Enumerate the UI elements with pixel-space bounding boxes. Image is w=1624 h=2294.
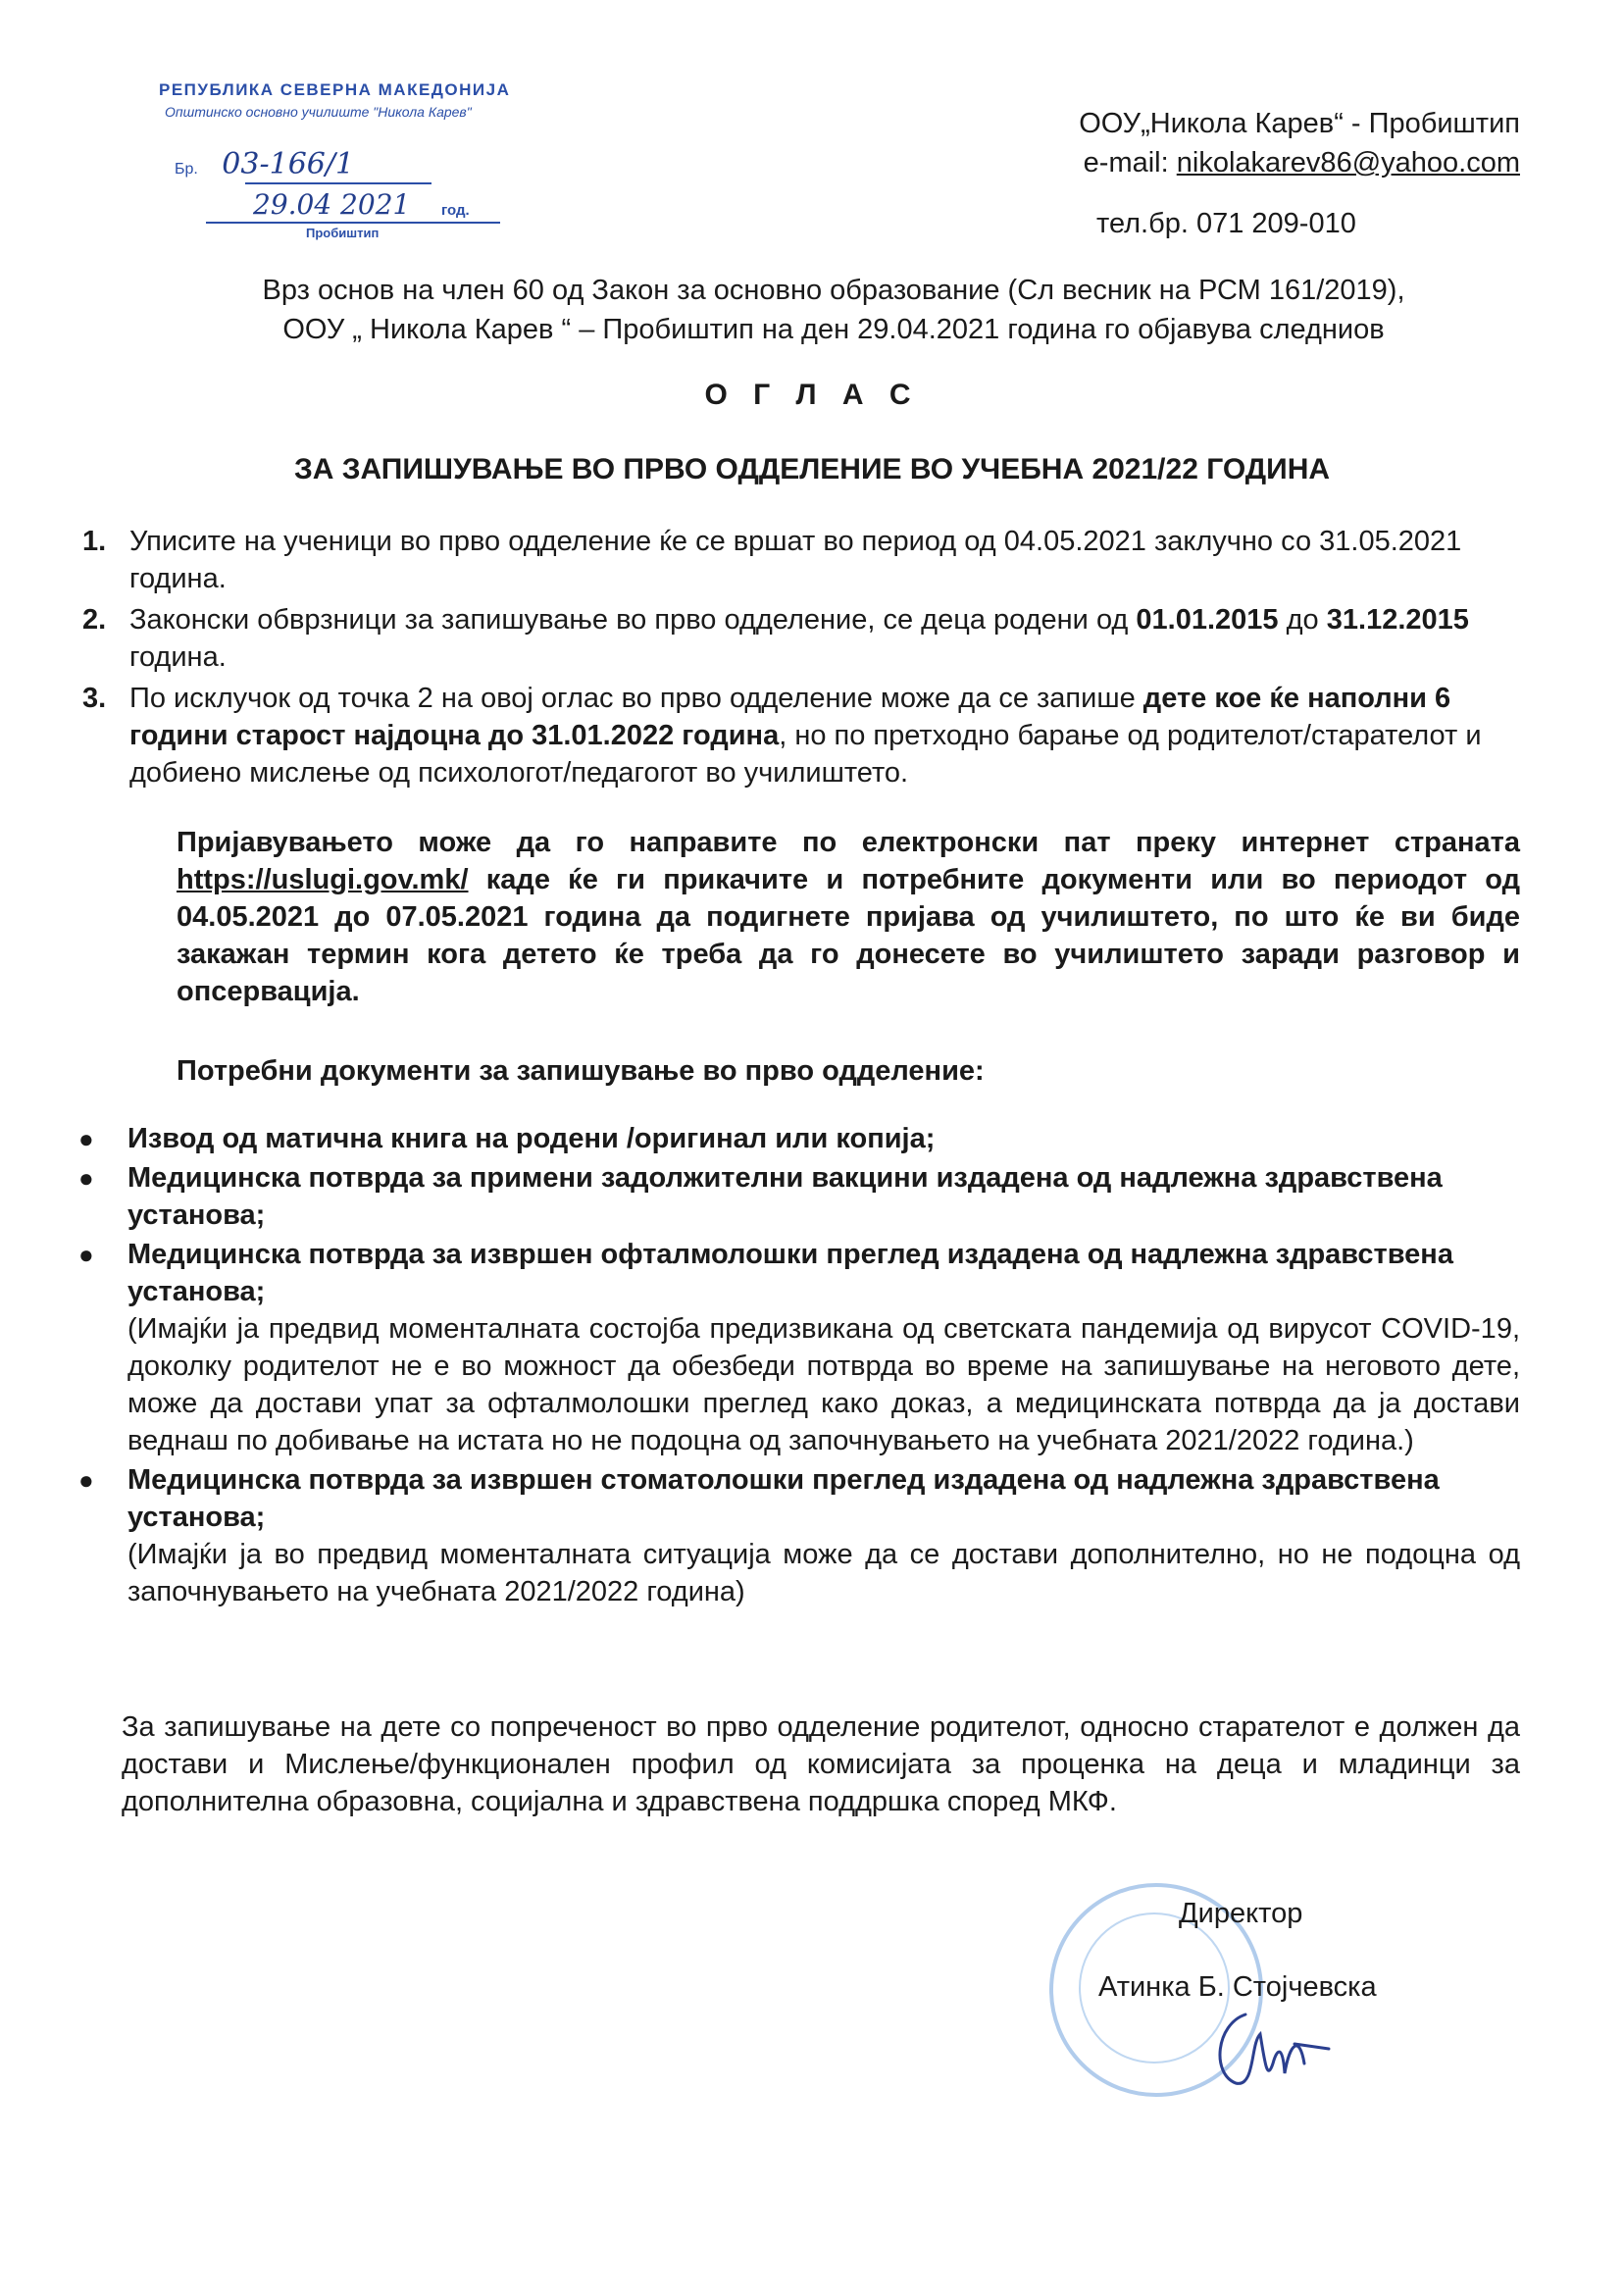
apply-text: Пријавувањето може да го направите по електронски пат преку интернет страната (177, 827, 1520, 858)
registration-stamp (147, 80, 559, 247)
apply-text: каде ќе ги прикачите и потребните документи или во периодот од 04.05.2021 до 07.05.2021 година да подигнете пријава од училиштето, по што ќе ви биде закажан термин кога детето ќе треба да го донесете во училиштето заради разговор и опсервација. (177, 864, 1520, 1007)
item-text: Законски обврзници за запишување во прво одделение, се деца родени од (129, 604, 1137, 636)
stamp-school: Општинско основно училиште "Никола Карев" (165, 104, 472, 120)
item-number: 2. (82, 604, 107, 636)
application-paragraph (177, 824, 1520, 1010)
document-title: Медицинска потврда за извршен офталмолошки преглед издадена од надлежна здравствена установа; (127, 1239, 1453, 1307)
document-item (76, 1159, 1520, 1234)
school-header (1079, 104, 1520, 182)
director-title: Директор (1179, 1898, 1303, 1929)
bullet-icon: ● (78, 1163, 94, 1193)
numbered-list (82, 523, 1520, 795)
bullet-icon: ● (78, 1465, 94, 1495)
handwritten-signature (1206, 2005, 1334, 2093)
stamp-number-label: Бр. (175, 161, 198, 178)
stamp-country: РЕПУБЛИКА СЕВЕРНА МАКЕДОНИЈА (159, 80, 511, 99)
item-number: 1. (82, 526, 107, 557)
list-item (82, 523, 1520, 597)
email-label: e-mail: (1083, 147, 1177, 178)
document-item (76, 1461, 1520, 1610)
stamp-number-row (175, 147, 354, 181)
item-date-from: 01.01.2015 (1136, 604, 1279, 636)
bullet-icon: ● (78, 1240, 94, 1269)
list-item (82, 680, 1520, 791)
document-title: О Г Л А С (704, 379, 920, 411)
stamp-number: 03-166/1 (222, 147, 355, 181)
item-date-to: 31.12.2015 (1326, 604, 1469, 636)
list-item (82, 601, 1520, 676)
intro-line: ООУ „ Никола Карев “ – Пробиштип на ден 29.04.2021 година го објавува следниов (282, 314, 1385, 345)
item-text: година. (129, 641, 227, 673)
document-note: (Имајќи ја во предвид моменталната ситуација може да се достави дополнително, но не подоцна од започнувањето на учебната 2021/2022 година) (127, 1539, 1520, 1607)
item-text: Уписите на ученици во прво одделение ќе се вршат во период од 04.05.2021 заклучно со 31.05.2021 година. (129, 526, 1462, 594)
stamp-date: 29.04 2021 (253, 188, 411, 221)
school-name: ООУ„Никола Карев“ - Пробиштип (1079, 108, 1520, 139)
documents-heading: Потребни документи за запишување во прво одделение: (177, 1055, 985, 1087)
document-note: (Имајќи ја предвид моменталната состојба предизвикана од светската пандемија од вирусот COVID-19, доколку родителот не е во можност да обезбеди потврда во време на запишување на неговото дете, може да достави упат за офталмолошки преглед како доказ, а медицинската потврда да ја достави веднаш по добивање на истата но не подоцна од започнувањето на учебната 2021/2022 година.) (127, 1313, 1520, 1456)
document-subtitle: ЗА ЗАПИШУВАЊЕ ВО ПРВО ОДДЕЛЕНИЕ ВО УЧЕБНА 2021/22 ГОДИНА (293, 453, 1331, 485)
item-text: По исклучок од точка 2 на овој оглас во прво одделение може да се запише (129, 683, 1143, 714)
stamp-underline (206, 222, 500, 224)
item-number: 3. (82, 683, 107, 714)
stamp-underline (245, 182, 431, 184)
closing-paragraph: За запишување на дете со попреченост во прво одделение родителот, односно старателот е должен да достави и Мислење/функционален профил од комисијата за проценка на деца и младинци за дополнителна образовна, социјална и здравствена поддршка според МКФ. (122, 1711, 1520, 1817)
stamp-place: Пробиштип (306, 226, 380, 240)
item-text: , но по претходно барање од родителот/старателот и добиено мислење од психологот/педагогот во училиштето. (129, 720, 1482, 789)
email-row (1079, 143, 1520, 182)
director-name: Атинка Б. Стојчевска (1098, 1971, 1377, 2003)
documents-list (76, 1120, 1520, 1612)
email-link[interactable]: nikolakarev86@yahoo.com (1176, 147, 1520, 178)
stamp-date-suffix: год. (441, 202, 470, 219)
document-title: Извод од матична книга на родени /оригинал или копија; (127, 1123, 936, 1154)
item-emphasis: дете кое ќе наполни 6 години старост најдоцна до 31.01.2022 година (129, 683, 1451, 751)
intro-line: Врз основ на член 60 од Закон за основно образование (Сл весник на РСМ 161/2019), (262, 275, 1405, 306)
document-item (76, 1120, 1520, 1157)
bullet-icon: ● (78, 1124, 94, 1153)
document-title: Медицинска потврда за извршен стоматолошки преглед издадена од надлежна здравствена установа; (127, 1464, 1440, 1533)
intro-paragraph (147, 271, 1520, 349)
document-item (76, 1236, 1520, 1459)
uslugi-link[interactable]: https://uslugi.gov.mk/ (177, 864, 469, 895)
phone-number: тел.бр. 071 209-010 (1096, 208, 1356, 239)
item-text: до (1278, 604, 1327, 636)
document-title: Медицинска потврда за примени задолжителни вакцини издадена од надлежна здравствена установа; (127, 1162, 1443, 1231)
